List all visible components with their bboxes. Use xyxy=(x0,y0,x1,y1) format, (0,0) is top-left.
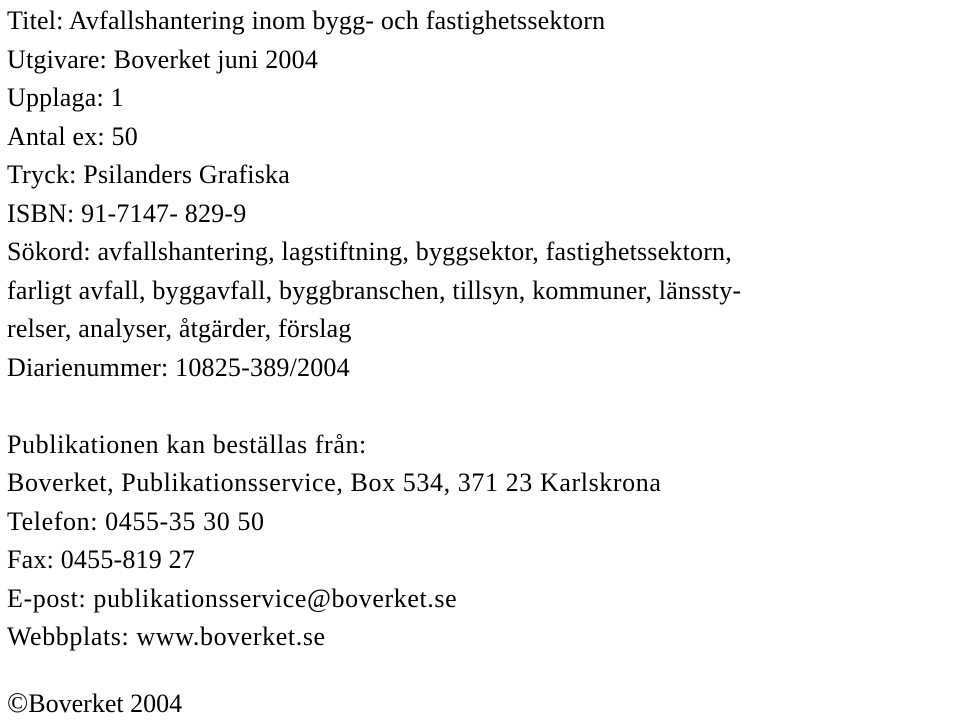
keywords-line-1: Sökord: avfallshantering, lagstiftning, byggsektor, fastighetssektorn, xyxy=(7,237,732,266)
copyright-text: Boverket 2004 xyxy=(28,688,183,718)
keywords-line-3: relser, analyser, åtgärder, förslag xyxy=(7,314,352,343)
ordering-details xyxy=(7,426,955,657)
publisher-line: Utgivare: Boverket juni 2004 xyxy=(7,44,319,74)
email-line: E-post: publikationsservice@boverket.se xyxy=(7,583,458,613)
isbn-line: ISBN: 91-7147- 829-9 xyxy=(7,198,247,228)
section-spacer xyxy=(7,387,955,426)
edition-line: Upplaga: 1 xyxy=(7,83,124,112)
copyright-symbol: © xyxy=(7,687,29,719)
section-spacer-2 xyxy=(7,657,955,685)
publication-details xyxy=(7,2,955,387)
copies-line: Antal ex: 50 xyxy=(7,121,138,151)
ordering-heading: Publikationen kan beställas från: xyxy=(7,429,367,459)
printer-line: Tryck: Psilanders Grafiska xyxy=(7,160,290,189)
phone-line: Telefon: 0455-35 30 50 xyxy=(7,506,265,536)
registration-number-line: Diarienummer: 10825-389/2004 xyxy=(7,352,350,382)
address-line: Boverket, Publikationsservice, Box 534, 371 23 Karlskrona xyxy=(7,468,662,497)
website-line: Webbplats: www.boverket.se xyxy=(7,622,326,651)
keywords-line-2: farligt avfall, byggavfall, byggbranschen, tillsyn, kommuner, länssty- xyxy=(7,275,742,305)
fax-line: Fax: 0455-819 27 xyxy=(7,545,196,574)
colophon-document xyxy=(7,2,955,723)
copyright-notice xyxy=(7,685,955,723)
title-line: Titel: Avfallshantering inom bygg- och fastighetssektorn xyxy=(7,6,606,35)
